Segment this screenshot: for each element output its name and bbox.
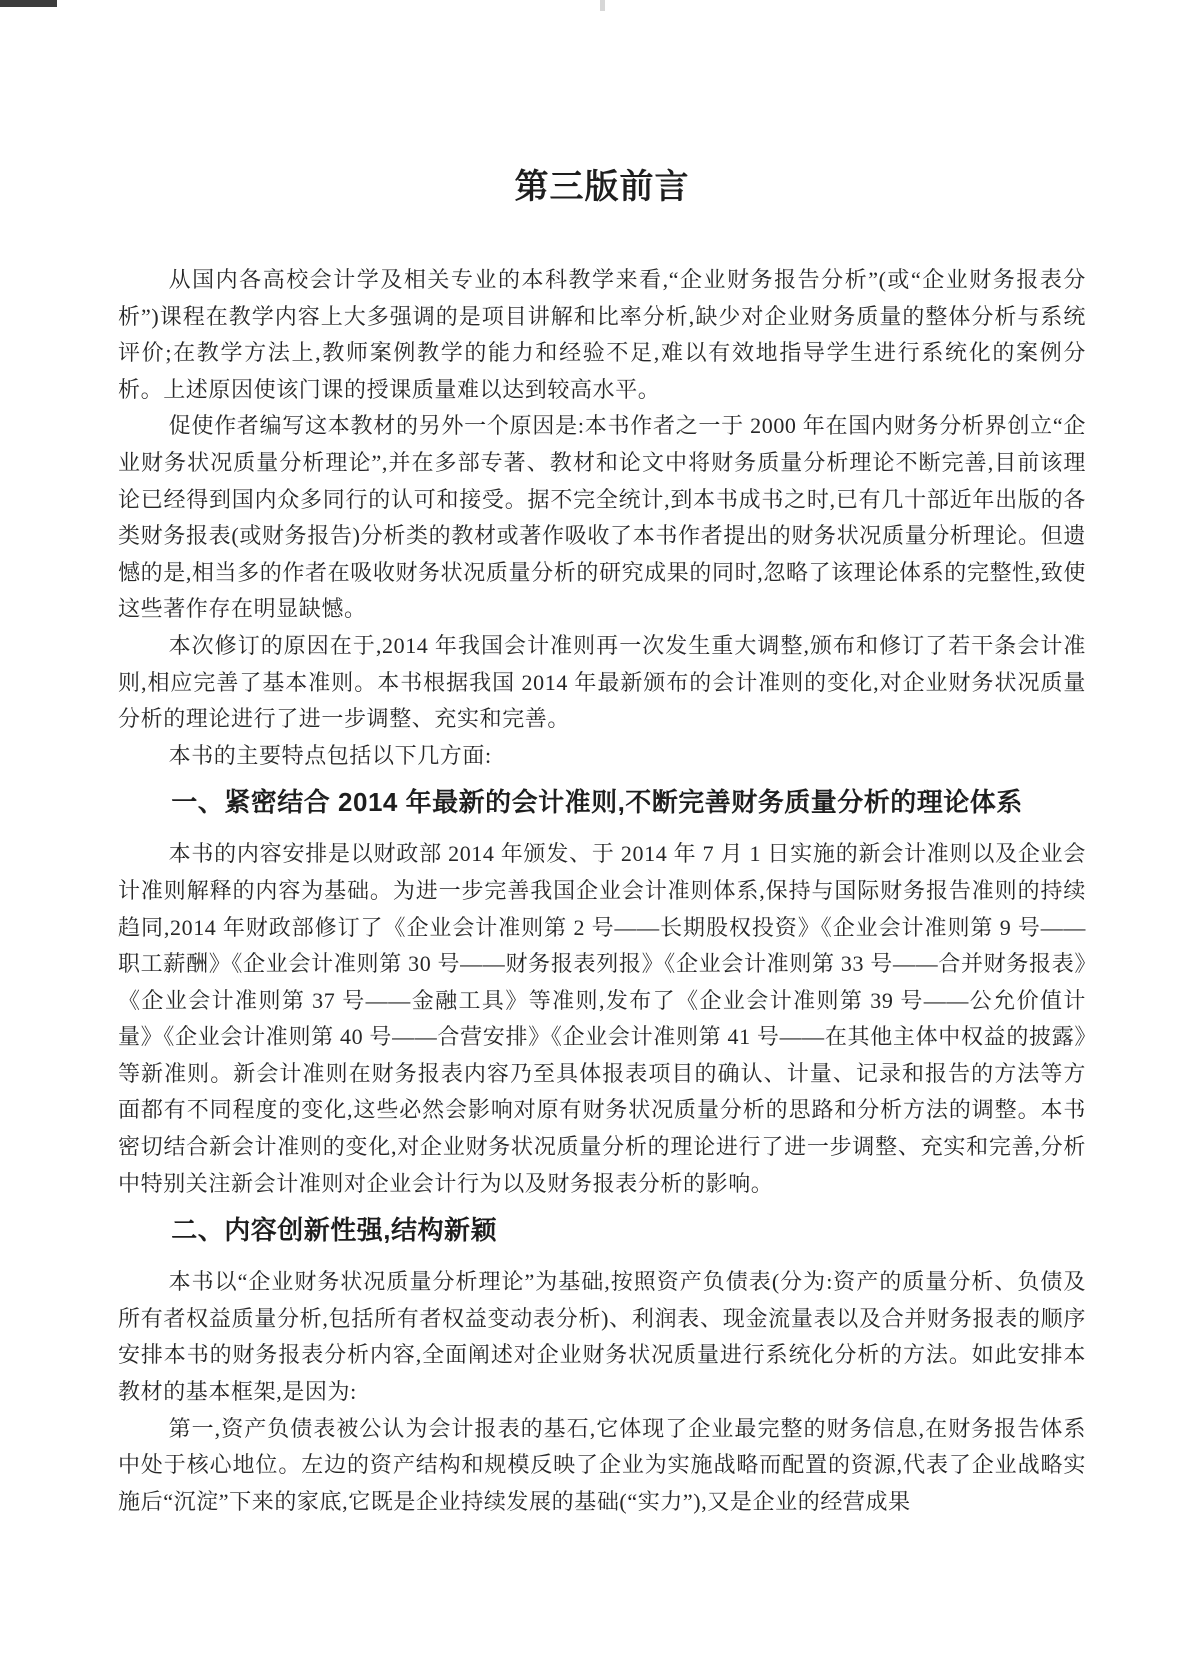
document-body bbox=[118, 262, 1086, 1520]
section-2-heading: 二、内容创新性强,结构新颖 bbox=[171, 1215, 498, 1246]
section-1-heading: 一、紧密结合 2014 年最新的会计准则,不断完善财务质量分析的理论体系 bbox=[171, 787, 1023, 818]
document-content bbox=[118, 0, 1086, 1520]
section-2-paragraph-1: 本书以“企业财务状况质量分析理论”为基础,按照资产负债表(分为:资产的质量分析、负债及所有者权益质量分析,包括所有者权益变动表分析)、利润表、现金流量表以及合并财务报表的顺序安排本书的财务报表分析内容,全面阐述对企业财务状况质量进行系统化分析的方法。如此安排本教材的基本框架,是因为: bbox=[118, 1269, 1086, 1405]
page-title: 第三版前言 bbox=[514, 168, 690, 206]
section-1-paragraph-1: 本书的内容安排是以财政部 2014 年颁发、于 2014 年 7 月 1 日实施的新会计准则以及企业会计准则解释的内容为基础。为进一步完善我国企业会计准则体系,保持与国际财务报告准则的持续趋同,2014 年财政部修订了《企业会计准则第 2 号——长期股权投资》《企业会计准则第 9 号——职工薪酬》《企业会计准则第 30 号——财务报表列报》《企业会计准则第 33 号——合并财务报表》《企业会计准则第 37 号——金融工具》等准则,发布了《企业会计准则第 39 号——公允价值计量》《企业会计准则第 40 号——合营安排》《企业会计准则第 41 号——在其他主体中权益的披露》等新准则。新会计准则在财务报表内容乃至具体报表项目的确认、计量、记录和报告的方法等方面都有不同程度的变化,这些必然会影响对原有财务状况质量分析的思路和分析方法的调整。本书密切结合新会计准则的变化,对企业财务状况质量分析的理论进行了进一步调整、充实和完善,分析中特别关注新会计准则对企业会计行为以及财务报表分析的影响。 bbox=[118, 841, 1086, 1196]
intro-paragraph-1: 从国内各高校会计学及相关专业的本科教学来看,“企业财务报告分析”(或“企业财务报表分析”)课程在教学内容上大多强调的是项目讲解和比率分析,缺少对企业财务质量的整体分析与系统评价;在教学方法上,教师案例教学的能力和经验不足,难以有效地指导学生进行系统化的案例分析。上述原因使该门课的授课质量难以达到较高水平。 bbox=[118, 267, 1086, 402]
scan-artifact-bar bbox=[0, 0, 57, 7]
section-2-paragraph-2: 第一,资产负债表被公认为会计报表的基石,它体现了企业最完整的财务信息,在财务报告体系中处于核心地位。左边的资产结构和规模反映了企业为实施战略而配置的资源,代表了企业战略实施后“沉淀”下来的家底,它既是企业持续发展的基础(“实力”),又是企业的经营成果 bbox=[118, 1415, 1086, 1514]
intro-paragraph-4: 本书的主要特点包括以下几方面: bbox=[168, 742, 492, 768]
intro-paragraph-2: 促使作者编写这本教材的另外一个原因是:本书作者之一于 2000 年在国内财务分析界创立“企业财务状况质量分析理论”,并在多部专著、教材和论文中将财务质量分析理论不断完善,目前该理论已经得到国内众多同行的认可和接受。据不完全统计,到本书成书之时,已有几十部近年出版的各类财务报表(或财务报告)分析类的教材或著作吸收了本书作者提出的财务状况质量分析理论。但遗憾的是,相当多的作者在吸收财务状况质量分析的研究成果的同时,忽略了该理论体系的完整性,致使这些著作存在明显缺憾。 bbox=[118, 413, 1086, 622]
intro-paragraph-3: 本次修订的原因在于,2014 年我国会计准则再一次发生重大调整,颁布和修订了若干条会计准则,相应完善了基本准则。本书根据我国 2014 年最新颁布的会计准则的变化,对企业财务状况质量分析的理论进行了进一步调整、充实和完善。 bbox=[118, 632, 1086, 732]
